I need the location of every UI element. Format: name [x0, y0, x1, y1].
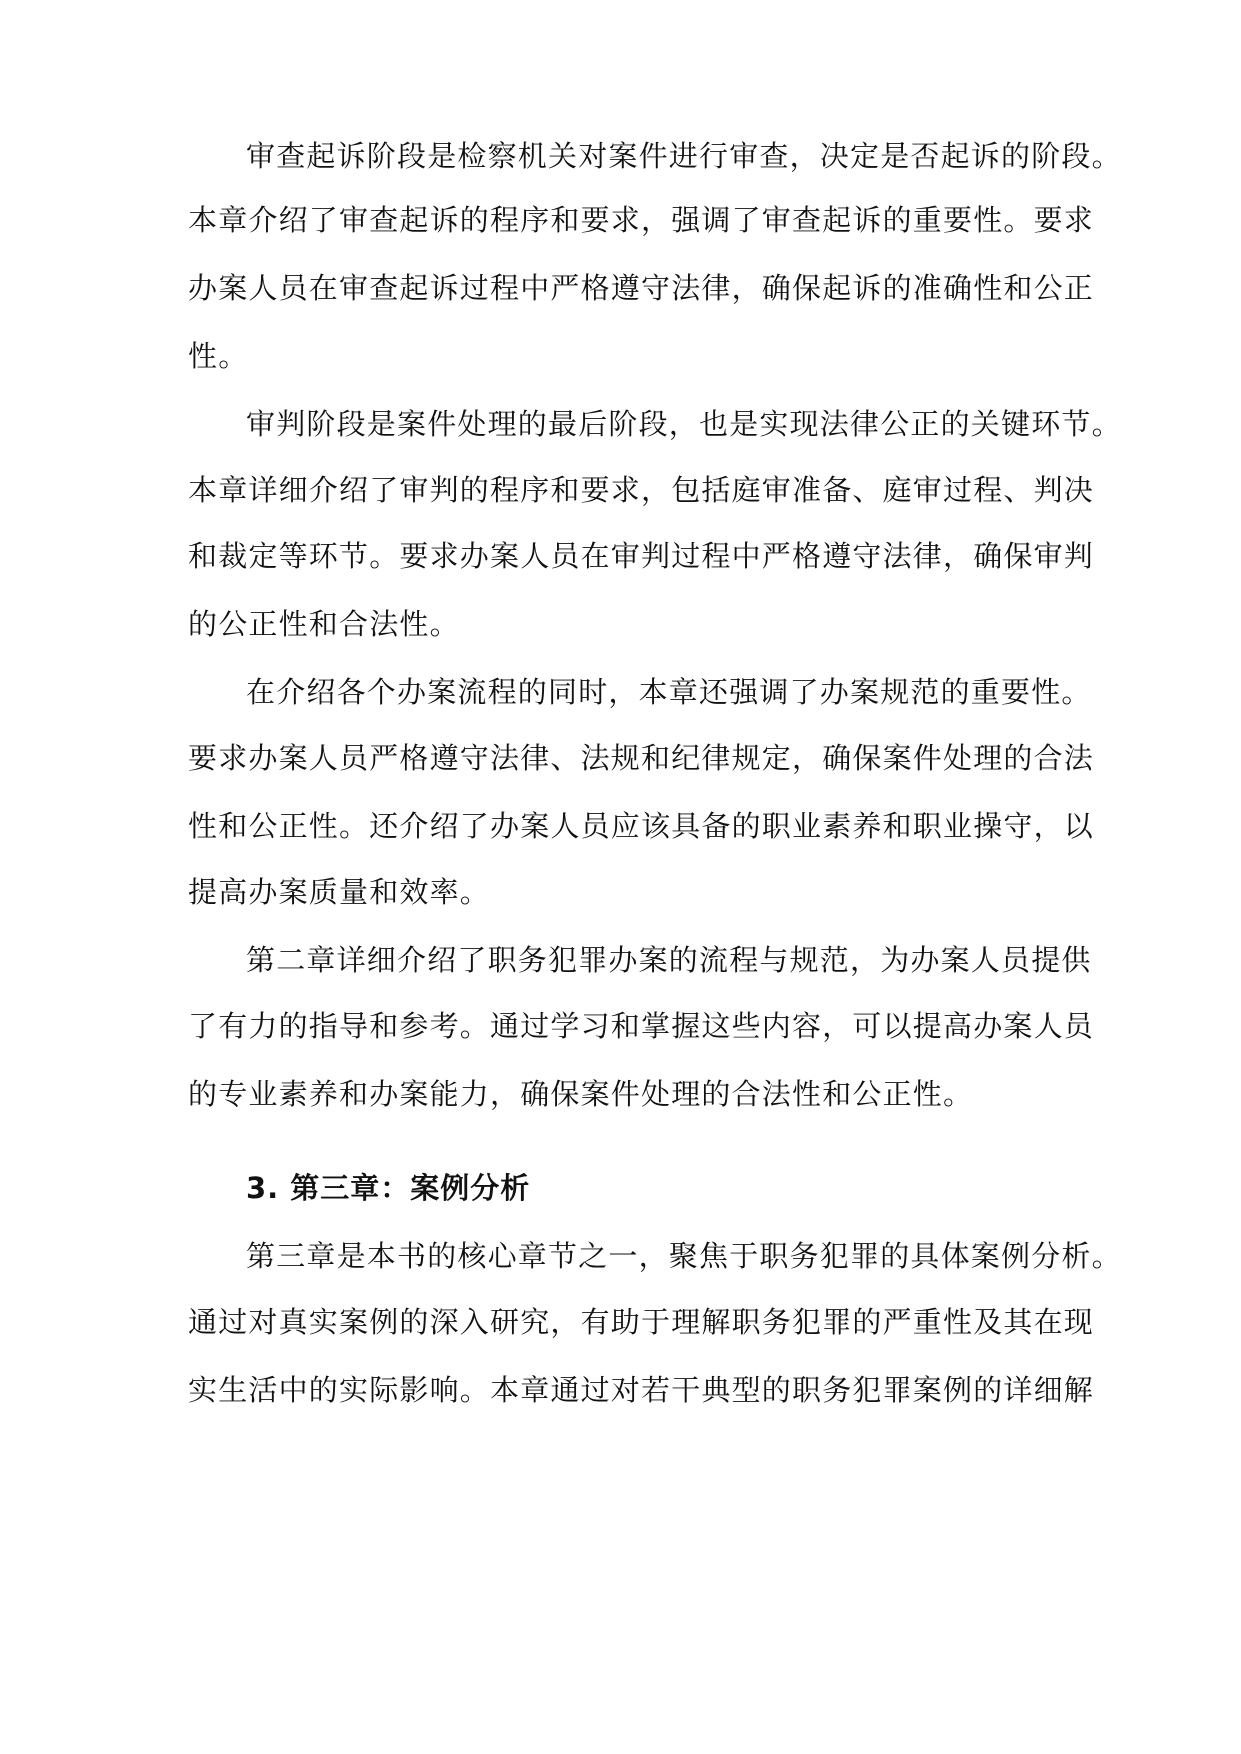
section-heading: 3. 第三章：案例分析 [246, 1171, 531, 1205]
section-paragraph-line-1: 第三章是本书的核心章节之一，聚焦于职务犯罪的具体案例分析。 [246, 1239, 1122, 1273]
paragraph-1-line-2: 本章介绍了审查起诉的程序和要求，强调了审查起诉的重要性。要求 [188, 203, 1095, 237]
section-paragraph-line-2: 通过对真实案例的深入研究，有助于理解职务犯罪的严重性及其在现 [188, 1305, 1095, 1339]
paragraph-3-line-3: 性和公正性。还介绍了办案人员应该具备的职业素养和职业操守，以 [188, 809, 1095, 843]
paragraph-1-line-4: 性。 [188, 339, 249, 373]
paragraph-2-line-2: 本章详细介绍了审判的程序和要求，包括庭审准备、庭审过程、判决 [188, 473, 1095, 507]
paragraph-3-line-2: 要求办案人员严格遵守法律、法规和纪律规定，确保案件处理的合法 [188, 741, 1095, 775]
paragraph-1-line-1: 审查起诉阶段是检察机关对案件进行审查，决定是否起诉的阶段。 [246, 139, 1122, 173]
paragraph-3-line-1: 在介绍各个办案流程的同时，本章还强调了办案规范的重要性。 [246, 675, 1092, 709]
section-paragraph-line-3: 实生活中的实际影响。本章通过对若干典型的职务犯罪案例的详细解 [188, 1373, 1095, 1407]
paragraph-2-line-1: 审判阶段是案件处理的最后阶段，也是实现法律公正的关键环节。 [246, 407, 1122, 441]
paragraph-4-line-2: 了有力的指导和参考。通过学习和掌握这些内容，可以提高办案人员 [188, 1009, 1095, 1043]
paragraph-2-line-4: 的公正性和合法性。 [188, 607, 460, 641]
paragraph-4-line-1: 第二章详细介绍了职务犯罪办案的流程与规范，为办案人员提供 [246, 943, 1092, 977]
paragraph-3-line-4: 提高办案质量和效率。 [188, 875, 491, 909]
paragraph-1-line-3: 办案人员在审查起诉过程中严格遵守法律，确保起诉的准确性和公正 [188, 271, 1095, 305]
paragraph-2-line-3: 和裁定等环节。要求办案人员在审判过程中严格遵守法律，确保审判 [188, 539, 1095, 573]
paragraph-4-line-3: 的专业素养和办案能力，确保案件处理的合法性和公正性。 [188, 1077, 974, 1111]
